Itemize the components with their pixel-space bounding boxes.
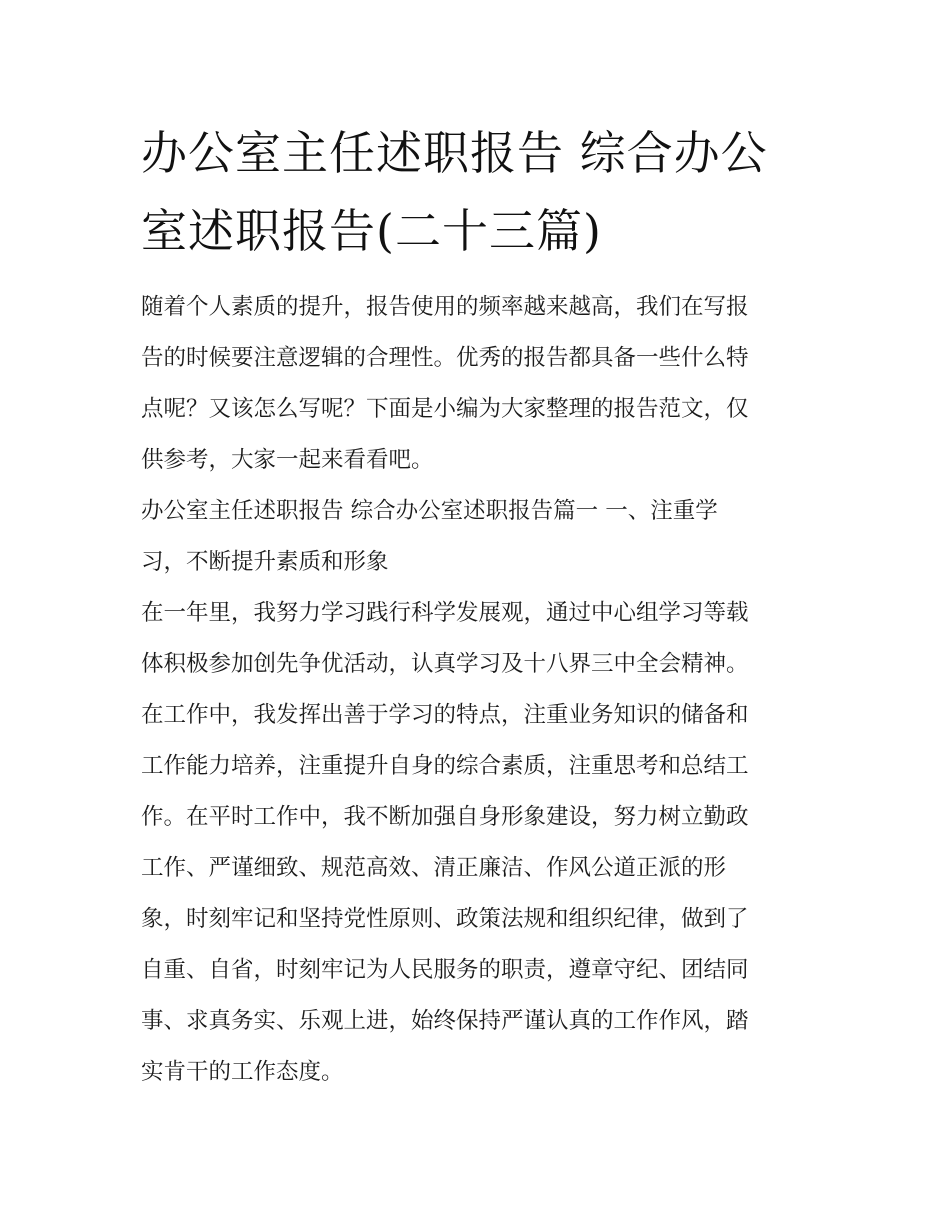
section-heading-line: 办公室主任述职报告 综合办公室述职报告篇一 一、注重学 bbox=[141, 498, 718, 524]
body-line: 工作能力培养，注重提升自身的综合素质，注重思考和总结工 bbox=[141, 753, 749, 779]
body-line: 自重、自省，时刻牢记为人民服务的职责，遵章守纪、团结同 bbox=[141, 957, 749, 983]
intro-line: 告的时候要注意逻辑的合理性。优秀的报告都具备一些什么特 bbox=[141, 345, 749, 371]
document-page bbox=[141, 114, 813, 1098]
intro-line: 随着个人素质的提升，报告使用的频率越来越高，我们在写报 bbox=[141, 294, 749, 320]
title-line: 办公室主任述职报告 综合办公 bbox=[141, 126, 768, 180]
section-heading-line: 习，不断提升素质和形象 bbox=[141, 549, 389, 575]
intro-line: 供参考，大家一起来看看吧。 bbox=[141, 447, 434, 473]
body-line: 工作、严谨细致、规范高效、清正廉洁、作风公道正派的形 bbox=[141, 855, 727, 881]
body-paragraph bbox=[141, 588, 813, 1098]
body-line: 实肯干的工作态度。 bbox=[141, 1059, 344, 1085]
document-title bbox=[141, 114, 813, 270]
intro-line: 点呢？又该怎么写呢？下面是小编为大家整理的报告范文，仅 bbox=[141, 396, 749, 422]
section-heading bbox=[141, 486, 813, 588]
body-line: 体积极参加创先争优活动，认真学习及十八界三中全会精神。 bbox=[141, 651, 749, 677]
title-line: 室述职报告(二十三篇) bbox=[141, 204, 602, 258]
body-line: 事、求真务实、乐观上进，始终保持严谨认真的工作作风，踏 bbox=[141, 1008, 749, 1034]
body-line: 在工作中，我发挥出善于学习的特点，注重业务知识的储备和 bbox=[141, 702, 749, 728]
intro-paragraph bbox=[141, 282, 813, 486]
body-line: 象，时刻牢记和坚持党性原则、政策法规和组织纪律，做到了 bbox=[141, 906, 749, 932]
body-line: 作。在平时工作中，我不断加强自身形象建设，努力树立勤政 bbox=[141, 804, 749, 830]
body-line: 在一年里，我努力学习践行科学发展观，通过中心组学习等载 bbox=[141, 600, 749, 626]
